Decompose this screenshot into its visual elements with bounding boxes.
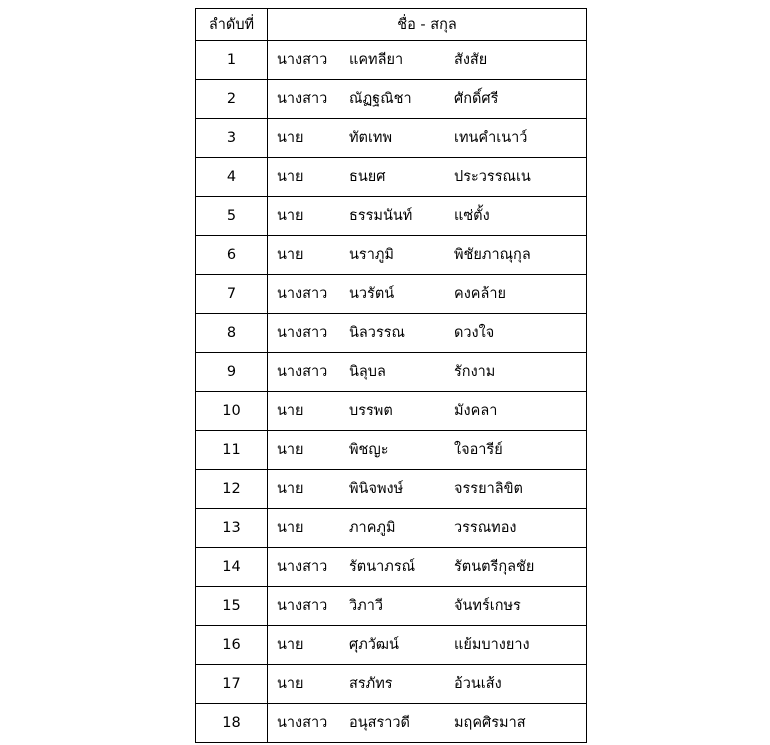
- first-name: นิลุบล: [349, 364, 386, 380]
- last-name: ใจอารีย์: [454, 442, 503, 458]
- first-name: พิชญะ: [349, 442, 389, 458]
- full-name: [268, 470, 586, 508]
- full-name-cell: [268, 665, 587, 704]
- name-prefix: นาย: [277, 637, 304, 653]
- full-name-cell: [268, 314, 587, 353]
- full-name-cell: [268, 626, 587, 665]
- last-name: เทนคำเนาว์: [454, 130, 528, 146]
- first-name: นวรัตน์: [349, 286, 395, 302]
- last-name: พิชัยภาณุกุล: [454, 247, 531, 263]
- table-row: [196, 704, 587, 743]
- last-name: จรรยาลิขิต: [454, 481, 523, 497]
- last-name: รัตนตรีกุลชัย: [454, 559, 535, 575]
- table-row: [196, 158, 587, 197]
- table-row: [196, 353, 587, 392]
- name-prefix: นางสาว: [277, 286, 328, 302]
- name-prefix: นาย: [277, 169, 304, 185]
- table-row: [196, 236, 587, 275]
- first-name: พินิจพงษ์: [349, 481, 404, 497]
- first-name: นิลวรรณ: [349, 325, 405, 341]
- full-name: [268, 236, 586, 274]
- row-number: 11: [196, 431, 268, 470]
- name-prefix: นาย: [277, 481, 304, 497]
- row-number: 2: [196, 80, 268, 119]
- row-number: 4: [196, 158, 268, 197]
- full-name: [268, 626, 586, 664]
- name-prefix: นางสาว: [277, 364, 328, 380]
- full-name-cell: [268, 587, 587, 626]
- last-name: แย้มบางยาง: [454, 637, 530, 653]
- full-name-cell: [268, 80, 587, 119]
- full-name: [268, 587, 586, 625]
- first-name: นราภูมิ: [349, 247, 394, 263]
- full-name: [268, 509, 586, 547]
- first-name: ทัตเทพ: [349, 130, 393, 146]
- name-prefix: นางสาว: [277, 598, 328, 614]
- table-body: [196, 41, 587, 743]
- name-prefix: นาย: [277, 676, 304, 692]
- last-name: จันทร์เกษร: [454, 598, 521, 614]
- full-name-cell: [268, 236, 587, 275]
- first-name: ธรรมนันท์: [349, 208, 413, 224]
- full-name-cell: [268, 704, 587, 743]
- header-name: ชื่อ - สกุล: [268, 9, 587, 41]
- first-name: รัตนาภรณ์: [349, 559, 416, 575]
- first-name: สรภัทร: [349, 676, 393, 692]
- name-prefix: นาย: [277, 247, 304, 263]
- row-number: 8: [196, 314, 268, 353]
- full-name: [268, 197, 586, 235]
- last-name: รักงาม: [454, 364, 496, 380]
- last-name: แซ่ตั้ง: [454, 208, 490, 224]
- first-name: ณัฏฐณิชา: [349, 91, 412, 107]
- full-name: [268, 431, 586, 469]
- full-name-cell: [268, 392, 587, 431]
- full-name-cell: [268, 353, 587, 392]
- first-name: ศุภวัฒน์: [349, 637, 399, 653]
- full-name-cell: [268, 431, 587, 470]
- table-row: [196, 431, 587, 470]
- table-row: [196, 197, 587, 236]
- name-list-table: [195, 8, 587, 743]
- name-prefix: นางสาว: [277, 715, 328, 731]
- row-number: 12: [196, 470, 268, 509]
- full-name: [268, 275, 586, 313]
- full-name-cell: [268, 158, 587, 197]
- name-prefix: นาย: [277, 403, 304, 419]
- row-number: 14: [196, 548, 268, 587]
- row-number: 18: [196, 704, 268, 743]
- last-name: มฤคศิรมาส: [454, 715, 526, 731]
- full-name-cell: [268, 548, 587, 587]
- row-number: 13: [196, 509, 268, 548]
- table-row: [196, 41, 587, 80]
- table-row: [196, 587, 587, 626]
- last-name: อ้วนเส้ง: [454, 676, 502, 692]
- first-name: อนุสราวดี: [349, 715, 410, 731]
- full-name: [268, 41, 586, 79]
- name-prefix: นางสาว: [277, 52, 328, 68]
- full-name-cell: [268, 197, 587, 236]
- full-name-cell: [268, 41, 587, 80]
- table-row: [196, 119, 587, 158]
- full-name: [268, 158, 586, 196]
- table-row: [196, 392, 587, 431]
- full-name-cell: [268, 275, 587, 314]
- last-name: คงคล้าย: [454, 286, 507, 302]
- table-row: [196, 626, 587, 665]
- row-number: 9: [196, 353, 268, 392]
- row-number: 3: [196, 119, 268, 158]
- row-number: 10: [196, 392, 268, 431]
- name-prefix: นางสาว: [277, 325, 328, 341]
- last-name: มังคลา: [454, 403, 498, 419]
- name-list-sheet: [195, 8, 586, 743]
- full-name-cell: [268, 470, 587, 509]
- first-name: บรรพต: [349, 403, 393, 419]
- first-name: แคทลียา: [349, 52, 404, 68]
- row-number: 16: [196, 626, 268, 665]
- full-name: [268, 353, 586, 391]
- row-number: 6: [196, 236, 268, 275]
- table-row: [196, 275, 587, 314]
- row-number: 15: [196, 587, 268, 626]
- first-name: วิภาวี: [349, 598, 383, 614]
- row-number: 17: [196, 665, 268, 704]
- full-name: [268, 548, 586, 586]
- full-name: [268, 665, 586, 703]
- name-prefix: นางสาว: [277, 559, 328, 575]
- full-name-cell: [268, 509, 587, 548]
- table-row: [196, 314, 587, 353]
- last-name: สังสัย: [454, 52, 488, 68]
- header-row: [196, 9, 587, 41]
- table-row: [196, 548, 587, 587]
- last-name: วรรณทอง: [454, 520, 517, 536]
- full-name: [268, 119, 586, 157]
- first-name: ธนยศ: [349, 169, 386, 185]
- name-prefix: นาย: [277, 520, 304, 536]
- header-number: ลำดับที่: [196, 9, 268, 41]
- full-name: [268, 314, 586, 352]
- full-name: [268, 704, 586, 742]
- full-name-cell: [268, 119, 587, 158]
- last-name: ศักดิ์ศรี: [454, 91, 499, 107]
- table-row: [196, 80, 587, 119]
- last-name: ดวงใจ: [454, 325, 495, 341]
- name-prefix: นาย: [277, 130, 304, 146]
- full-name: [268, 80, 586, 118]
- name-prefix: นางสาว: [277, 91, 328, 107]
- full-name: [268, 392, 586, 430]
- name-prefix: นาย: [277, 208, 304, 224]
- row-number: 7: [196, 275, 268, 314]
- row-number: 1: [196, 41, 268, 80]
- last-name: ประวรรณเน: [454, 169, 531, 185]
- first-name: ภาคภูมิ: [349, 520, 396, 536]
- table-row: [196, 470, 587, 509]
- row-number: 5: [196, 197, 268, 236]
- table-row: [196, 509, 587, 548]
- name-prefix: นาย: [277, 442, 304, 458]
- table-row: [196, 665, 587, 704]
